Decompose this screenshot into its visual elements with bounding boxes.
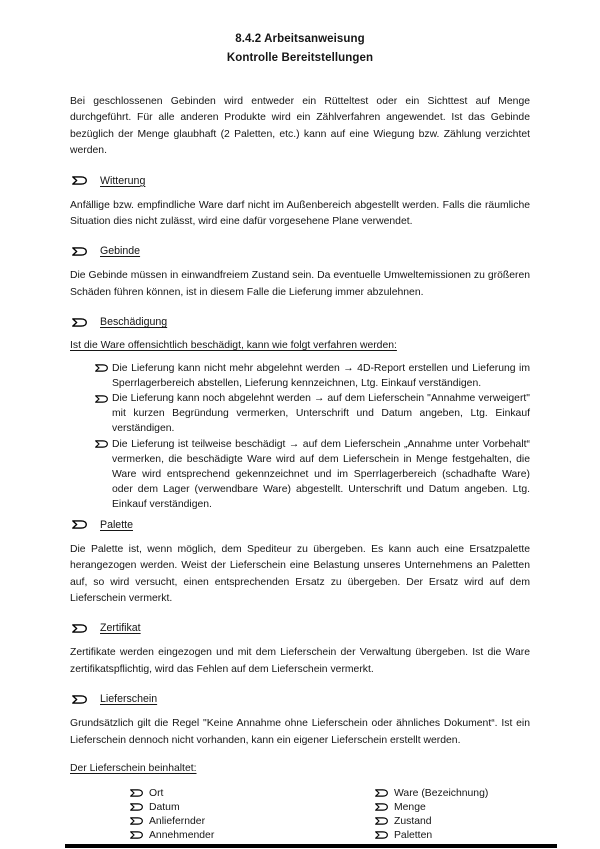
- list-item: [130, 814, 375, 828]
- section-heading-label: Gebinde: [100, 245, 141, 258]
- list-item-label: Anliefernder: [149, 815, 206, 827]
- bullet-arrow-icon: [130, 831, 143, 839]
- list-item: [375, 800, 530, 814]
- beschaedigung-bullet-list: [70, 361, 530, 513]
- section-heading-witterung: [70, 175, 530, 187]
- section-heading-label: Zertifikat: [100, 622, 141, 635]
- bullet-arrow-icon: [72, 247, 87, 256]
- section-heading-lieferschein: [70, 693, 530, 705]
- list-item: [375, 814, 530, 828]
- document-subtitle: Kontrolle Bereitstellungen: [226, 52, 374, 64]
- palette-paragraph: Die Palette ist, wenn möglich, dem Spediteur zu übergeben. Es kann auch eine Ersatzpalette herangezogen werden. Weist der Lieferschein eine Belastung unseres Unternehmens an Paletten auf, so wird versucht, einen entsprechenden Ersatz zu übergeben. Der Ersatz wird auf dem Lieferschein vermerkt.: [70, 543, 530, 604]
- list-item-text: Die Lieferung kann nicht mehr abgelehnt werden → 4D-Report erstellen und Lieferung im Sperrlagerbereich abstellen, Lieferung kennzeichnen, Ltg. Einkauf verständigen.: [112, 362, 530, 389]
- list-item-label: Paletten: [394, 829, 433, 841]
- delivery-note-column-left: [130, 786, 375, 842]
- bullet-arrow-icon: [130, 817, 143, 825]
- beschaedigung-intro-line: Ist die Ware offensichtlich beschädigt, kann wie folgt verfahren werden:: [70, 340, 397, 352]
- section-heading-beschaedigung: [70, 316, 530, 328]
- bullet-arrow-icon: [72, 695, 87, 704]
- bullet-arrow-icon: [95, 395, 108, 403]
- bullet-arrow-icon: [72, 176, 87, 185]
- list-item: [130, 786, 375, 800]
- section-heading-label: Witterung: [100, 174, 146, 187]
- bullet-arrow-icon: [95, 364, 108, 372]
- bullet-arrow-icon: [375, 803, 388, 811]
- bullet-arrow-icon: [95, 440, 108, 448]
- page-bottom-border: [65, 844, 557, 848]
- list-item-label: Ware (Bezeichnung): [394, 787, 489, 799]
- section-heading-label: Beschädigung: [100, 316, 168, 329]
- intro-paragraph: Bei geschlossenen Gebinden wird entweder ein Rütteltest oder ein Sichttest auf Menge durchgeführt. Für alle anderen Produkte wird ein Zählverfahren angewendet. Ist das Gebinde bezüglich der Menge glaubhaft (2 Paletten, etc.) kann auf eine Wiegung bzw. Zählung verzichtet werden.: [70, 96, 530, 157]
- section-heading-gebinde: [70, 245, 530, 257]
- document-title-block: [70, 30, 530, 68]
- lieferschein-paragraph: Grundsätzlich gilt die Regel "Keine Annahme ohne Lieferschein oder ähnliches Dokument“. Ist ein Lieferschein dennoch nicht vorhanden, kann ein eigener Lieferschein erstellt werden.: [70, 718, 530, 746]
- bullet-arrow-icon: [375, 817, 388, 825]
- list-item-label: Annehmender: [149, 829, 215, 841]
- delivery-note-column-right: [375, 786, 530, 842]
- bullet-arrow-icon: [72, 520, 87, 529]
- witterung-paragraph: Anfällige bzw. empfindliche Ware darf nicht im Außenbereich abgestellt werden. Falls die räumliche Situation dies nicht zulässt, wird eine dafür vorgesehene Plane verwendet.: [70, 199, 530, 228]
- list-item: [130, 828, 375, 842]
- bullet-arrow-icon: [130, 789, 143, 797]
- delivery-note-columns: [70, 786, 530, 842]
- section-heading-label: Lieferschein: [100, 693, 158, 706]
- list-item: [95, 391, 530, 437]
- document-title: 8.4.2 Arbeitsanweisung: [235, 33, 365, 45]
- list-item: [130, 800, 375, 814]
- delivery-note-list-title: Der Lieferschein beinhaltet:: [70, 762, 197, 774]
- bullet-arrow-icon: [72, 318, 87, 327]
- list-item: [95, 437, 530, 513]
- list-item-text: Die Lieferung kann noch abgelehnt werden → auf dem Lieferschein "Annahme verweigert" mit kurzen Begründung vermerken, Unterschrift und Datum angeben, Ltg. Einkauf verständigen.: [112, 393, 530, 435]
- list-item: [95, 361, 530, 391]
- gebinde-paragraph: Die Gebinde müssen in einwandfreiem Zustand sein. Da eventuelle Umweltemissionen zu größeren Schäden führen können, ist in diesem Falle die Lieferung immer abzulehnen.: [70, 270, 530, 298]
- list-item-label: Datum: [149, 801, 180, 813]
- zertifikat-paragraph: Zertifikate werden eingezogen und mit dem Lieferschein der Verwaltung übergeben. Ist die Ware zertifikatspflichtig, wird das Fehlen auf dem Lieferschein vermerkt.: [70, 647, 530, 675]
- list-item-label: Ort: [149, 787, 164, 799]
- bullet-arrow-icon: [72, 624, 87, 633]
- list-item-label: Zustand: [394, 815, 432, 827]
- bullet-arrow-icon: [375, 831, 388, 839]
- list-item-label: Menge: [394, 801, 426, 813]
- bullet-arrow-icon: [375, 789, 388, 797]
- section-heading-zertifikat: [70, 622, 530, 634]
- section-heading-label: Palette: [100, 518, 133, 531]
- list-item: [375, 828, 530, 842]
- list-item-text: Die Lieferung ist teilweise beschädigt → auf dem Lieferschein „Annahme unter Vorbehalt“ vermerken, die beschädigte Ware wird auf dem Lieferschein in Menge festgehalten, die Ware wird entsprechend gekennzeichnet und im Sperrlagerbereich (schadhafte Ware) oder dem Lager (verwendbare Ware) abgestellt. Unterschrift und Datum angeben. Ltg. Einkauf verständigen.: [112, 438, 530, 511]
- bullet-arrow-icon: [130, 803, 143, 811]
- list-item: [375, 786, 530, 800]
- section-heading-palette: [70, 519, 530, 531]
